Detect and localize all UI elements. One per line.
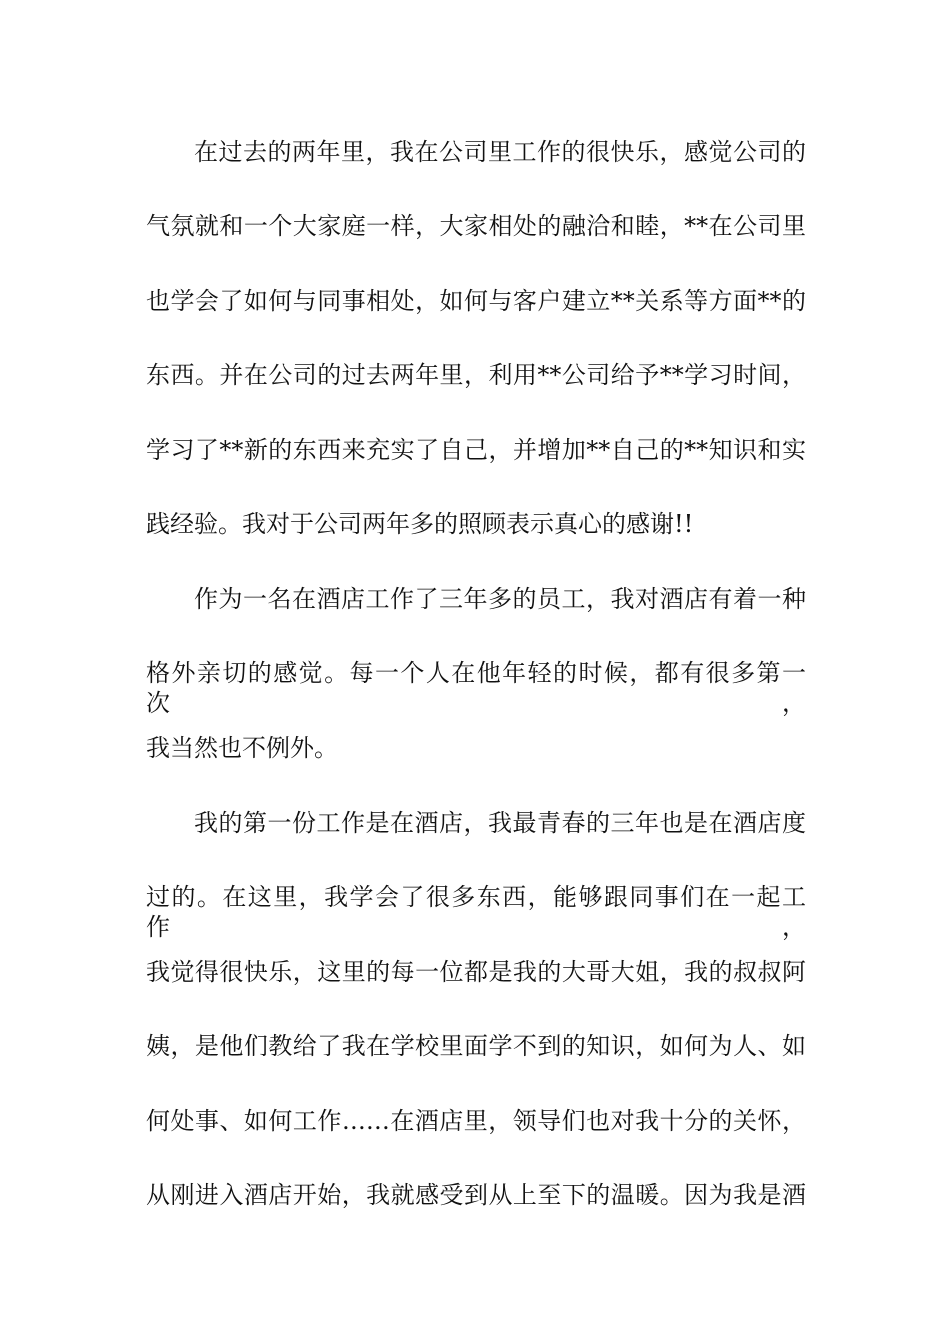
- paragraph-1-line-6: 践经验。我对于公司两年多的照顾表示真心的感谢!!: [146, 510, 694, 538]
- paragraph-3-line-5: 何处事、如何工作……在酒店里，领导们也对我十分的关怀，: [146, 1107, 806, 1135]
- paragraph-1-line-5: 学习了**新的东西来充实了自己，并增加**自己的**知识和实: [146, 436, 806, 464]
- paragraph-3-line-1: 我的第一份工作是在酒店，我最青春的三年也是在酒店度: [194, 809, 806, 837]
- paragraph-2-line-2: 格外亲切的感觉。每一个人在他年轻的时候，都有很多第一次，: [146, 659, 806, 717]
- paragraph-1-line-1: 在过去的两年里，我在公司里工作的很快乐，感觉公司的: [194, 138, 806, 166]
- paragraph-1-line-2: 气氛就和一个大家庭一样，大家相处的融洽和睦，**在公司里: [146, 212, 806, 240]
- paragraph-1-line-3: 也学会了如何与同事相处，如何与客户建立**关系等方面**的: [146, 287, 806, 315]
- paragraph-2-line-3: 我当然也不例外。: [146, 734, 338, 762]
- paragraph-1-line-4: 东西。并在公司的过去两年里，利用**公司给予**学习时间，: [146, 361, 806, 389]
- paragraph-3-line-2: 过的。在这里，我学会了很多东西，能够跟同事们在一起工作，: [146, 883, 806, 941]
- paragraph-2-line-1: 作为一名在酒店工作了三年多的员工，我对酒店有着一种: [194, 585, 806, 613]
- paragraph-3-line-6: 从刚进入酒店开始，我就感受到从上至下的温暖。因为我是酒: [146, 1181, 806, 1209]
- paragraph-3-line-4: 姨，是他们教给了我在学校里面学不到的知识，如何为人、如: [146, 1032, 806, 1060]
- paragraph-3-line-3: 我觉得很快乐，这里的每一位都是我的大哥大姐，我的叔叔阿: [146, 958, 806, 986]
